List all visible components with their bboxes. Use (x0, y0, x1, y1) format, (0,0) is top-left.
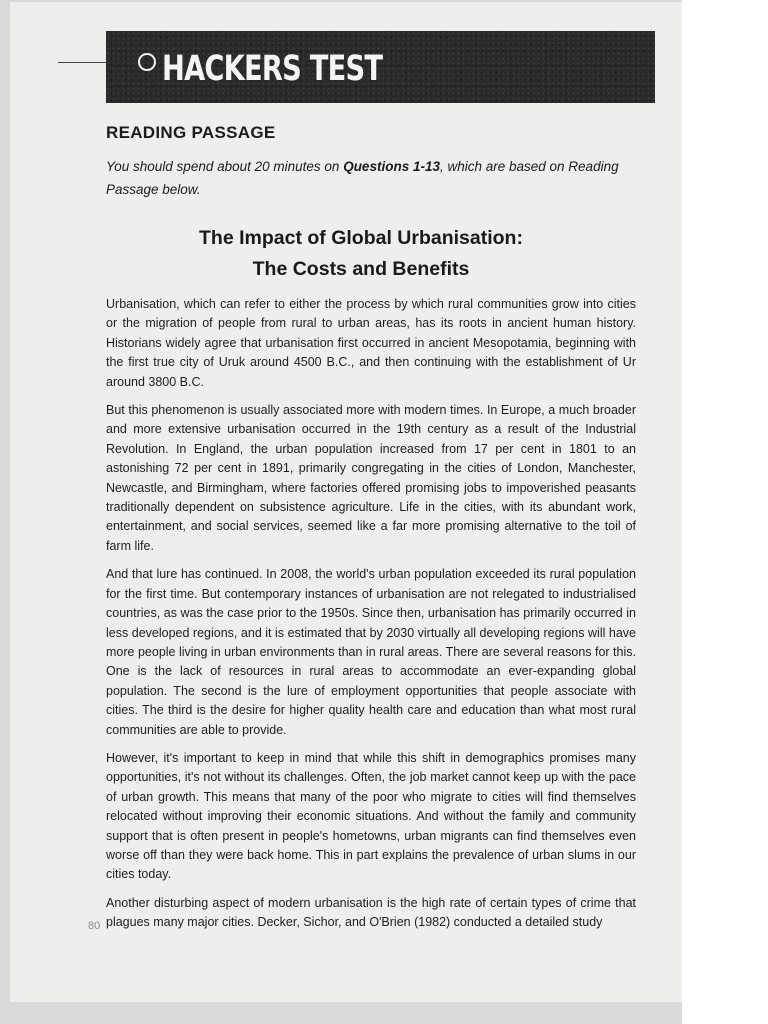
page-number: 80 (88, 920, 101, 932)
scan-margin (682, 0, 768, 1024)
passage-subtitle: The Costs and Benefits (252, 258, 470, 280)
instructions-questions: Questions 1-13 (343, 159, 440, 174)
instructions (106, 155, 636, 201)
section-heading: READING PASSAGE (106, 123, 276, 142)
paragraph: Urbanisation, which can refer to either the process by which rural communities grow into cities or the migration of people from rural to urban areas, has its roots in ancient human history. Historians widely agree that urbanisation first occurred in ancient Mesopotamia, beginning with the first true city of Uruk around 4500 B.C., and then continuing with the establishment of Ur around 3800 B.C. (106, 297, 636, 389)
passage-title (106, 223, 616, 285)
passage-body (106, 295, 636, 942)
banner-title: HACKERS TEST (162, 49, 383, 89)
hackers-test-banner (106, 31, 655, 103)
paragraph: Another disturbing aspect of modern urbanisation is the high rate of certain types of crime that plagues many major cities. Decker, Sichor, and O'Brien (1982) conducted a detailed study (106, 895, 636, 930)
circle-icon (138, 53, 156, 71)
paragraph: And that lure has continued. In 2008, the world's urban population exceeded its rural population for the first time. But contemporary instances of urbanisation are not relegated to industrialised countries, as was the case prior to the 1950s. Since then, urbanisation has primarily occurred in less developed regions, and it is estimated that by 2030 virtually all developing regions will have more people living in urban environments than in rural areas. There are several reasons for this. One is the lack of resources in rural areas to accommodate an ever-expanding global population. The second is the lure of employment opportunities that people associate with cities. The third is the desire for higher quality health care and education than what most rural communities are able to provide. (106, 567, 636, 737)
document-page (10, 2, 682, 1002)
paragraph: But this phenomenon is usually associated more with modern times. In Europe, a much broader and more extensive urbanisation occurred in the 19th century as a result of the Industrial Revolution. In England, the urban population increased from 17 per cent in 1801 to an astonishing 72 per cent in 1891, primarily congregating in the cities of London, Manchester, Newcastle, and Birmingham, where factories offered promising jobs to impoverished peasants traditionally dependent on subsistence agriculture. Life in the cities, with its abundant work, entertainment, and social services, seemed like a far more promising alternative to the toil of farm life. (106, 403, 636, 553)
instructions-pre: You should spend about 20 minutes on (106, 159, 344, 174)
paragraph: However, it's important to keep in mind that while this shift in demographics promises many opportunities, it's not without its challenges. Often, the job market cannot keep up with the pace of urban growth. This means that many of the poor who migrate to cities will find themselves relocated without improving their economic situations. And without the family and community support that is often present in people's hometowns, urban migrants can find themselves even worse off than they were back home. This in part explains the prevalence of urban slums in our cities today. (106, 750, 636, 882)
instructions-post: , which are based on Reading Passage below. (106, 159, 619, 197)
passage-title-line-1: The Impact of Global Urbanisation: (199, 227, 523, 249)
